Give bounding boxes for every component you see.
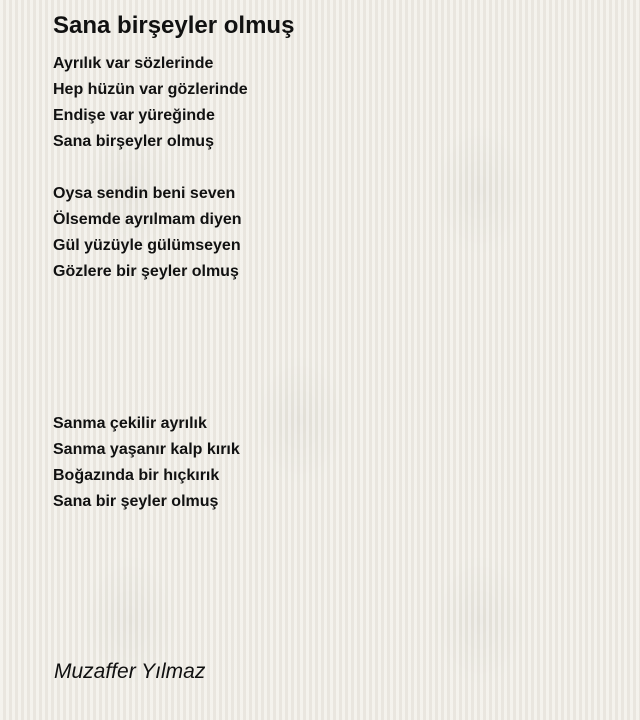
poem-line: Ölsemde ayrılmam diyen (53, 211, 242, 228)
poem-line: Gözlere bir şeyler olmuş (53, 263, 239, 280)
poem-stanza-1 (53, 51, 248, 155)
poem-author: Muzaffer Yılmaz (54, 660, 206, 683)
poem-line: Sanma yaşanır kalp kırık (53, 441, 240, 458)
poem-line: Sana bir şeyler olmuş (53, 493, 219, 510)
poem-line: Endişe var yüreğinde (53, 107, 215, 124)
poem-line: Gül yüzüyle gülümseyen (53, 237, 241, 254)
poem-line: Oysa sendin beni seven (53, 185, 236, 202)
poem-line: Ayrılık var sözlerinde (53, 55, 214, 72)
poem-line: Hep hüzün var gözlerinde (53, 81, 248, 98)
poem-title: Sana birşeyler olmuş (53, 12, 295, 39)
poem-stanza-3 (53, 411, 240, 515)
poem-stanza-2 (53, 181, 242, 285)
poem-line: Boğazında bir hıçkırık (53, 467, 220, 484)
poem-line: Sana birşeyler olmuş (53, 133, 214, 150)
poem-line: Sanma çekilir ayrılık (53, 415, 207, 432)
